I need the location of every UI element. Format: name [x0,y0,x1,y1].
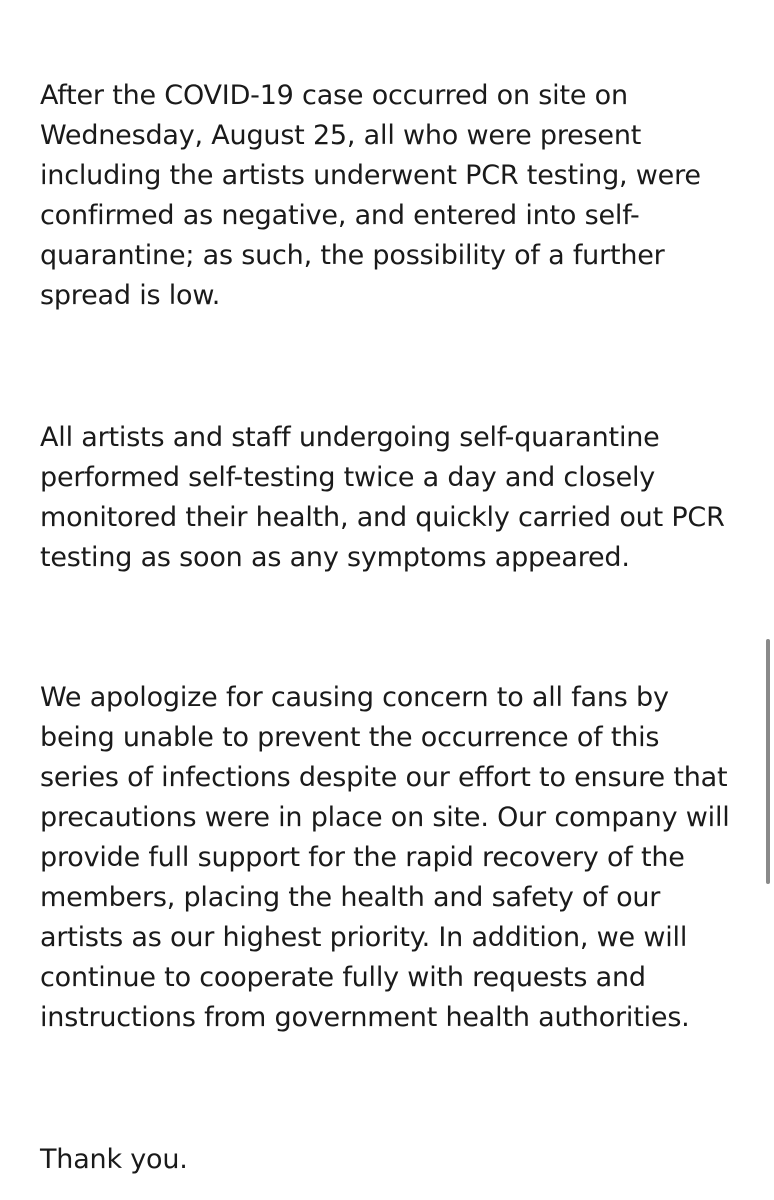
paragraph-covid-case: After the COVID-19 case occurred on site on Wednesday, August 25, all who were present including the artists underwent PCR testing, were confirmed as negative, and entered into self- quarantine; as such, the possibility of a further spread is low. [40,80,701,311]
paragraph-self-quarantine: All artists and staff undergoing self-quarantine performed self-testing twice a day and closely monitored their health, and quickly carried out PCR testing as soon as any symptoms appeared. [40,422,725,573]
paragraph-apology: We apologize for causing concern to all fans by being unable to prevent the occurrence of this series of infections despite our effort to ensure that precautions were in place on site. Our company will provide full support for the rapid recovery of the members, placing the health and safety of our artists as our highest priority. In addition, we will continue to cooperate fully with requests and instructions from government health authorities. [40,682,730,1033]
vertical-scrollbar[interactable] [766,639,770,884]
paragraph-thank-you: Thank you. [40,1144,188,1175]
